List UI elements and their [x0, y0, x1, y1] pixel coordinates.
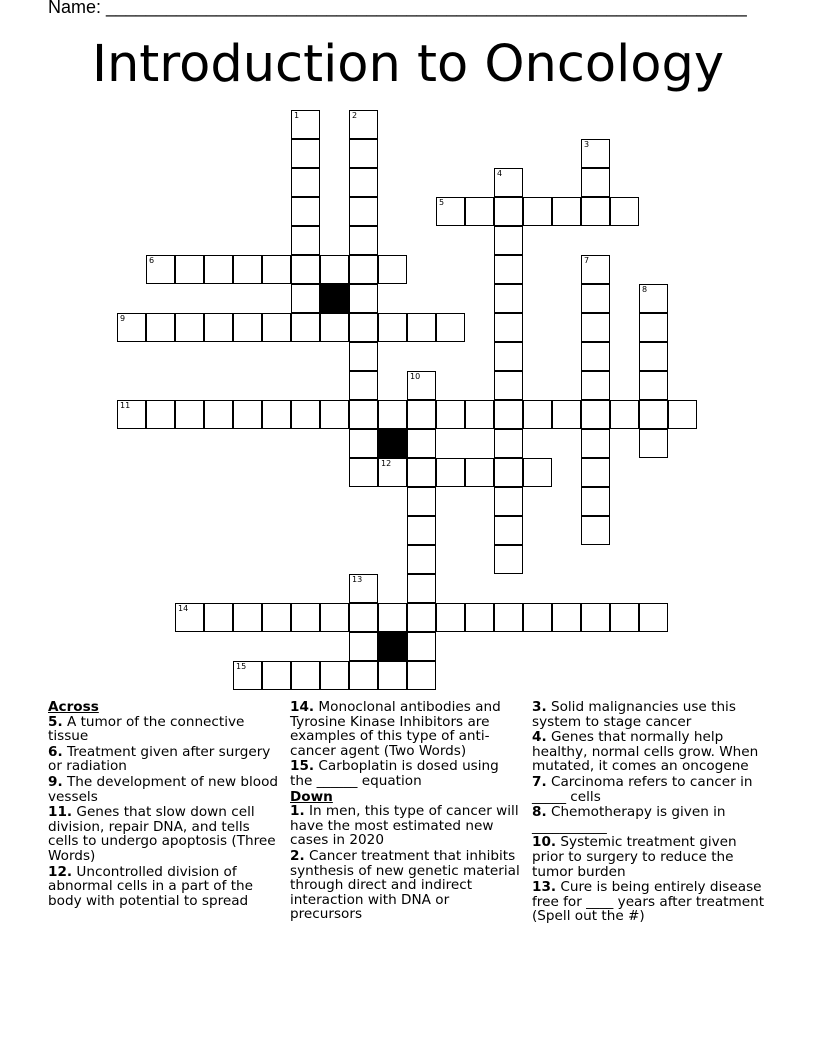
clue-text: The development of new blood vessels — [48, 773, 279, 805]
grid-cell[interactable] — [349, 371, 378, 400]
grid-cell[interactable] — [291, 139, 320, 168]
clue-text: In men, this type of cancer will have the most estimated new cases in 2020 — [290, 803, 519, 849]
grid-cell[interactable] — [581, 284, 610, 313]
grid-cell[interactable] — [233, 603, 262, 632]
grid-cell[interactable] — [523, 197, 552, 226]
grid-cell[interactable] — [407, 661, 436, 690]
grid-cell[interactable] — [320, 661, 349, 690]
clue-number: 7 — [584, 256, 590, 265]
clue-text: Cure is being entirely disease free for ____ years after treatment (Spell out the #) — [532, 879, 765, 925]
clue-number-label: 11. — [48, 804, 73, 821]
black-square — [378, 632, 407, 661]
grid-cell[interactable] — [610, 603, 639, 632]
clue-item — [532, 730, 772, 774]
grid-cell[interactable] — [262, 603, 291, 632]
grid-cell[interactable] — [610, 400, 639, 429]
clue-number: 9 — [120, 314, 126, 323]
clue-item — [532, 880, 772, 924]
clue-text: Genes that slow down cell division, repair DNA, and tells cells to undergo apoptosis (Three Words) — [48, 804, 276, 864]
clue-text: Chemotherapy is given in ___________ — [532, 804, 726, 835]
grid-cell[interactable] — [175, 313, 204, 342]
clue-item — [48, 715, 283, 744]
grid-cell[interactable] — [320, 400, 349, 429]
grid-cell[interactable] — [494, 371, 523, 400]
clue-number: 10 — [410, 372, 421, 381]
grid-cell[interactable] — [407, 632, 436, 661]
grid-cell[interactable] — [494, 603, 523, 632]
grid-cell[interactable] — [436, 313, 465, 342]
grid-cell[interactable] — [262, 400, 291, 429]
grid-cell[interactable] — [523, 603, 552, 632]
clue-column-3 — [532, 700, 772, 925]
grid-cell[interactable] — [581, 313, 610, 342]
clue-number: 11 — [120, 401, 131, 410]
grid-cell[interactable] — [436, 603, 465, 632]
grid-cell[interactable] — [494, 516, 523, 545]
grid-cell[interactable] — [494, 255, 523, 284]
grid-cell[interactable] — [233, 313, 262, 342]
grid-cell[interactable] — [291, 313, 320, 342]
grid-cell[interactable] — [581, 429, 610, 458]
clue-number: 6 — [149, 256, 155, 265]
grid-cell[interactable] — [494, 168, 523, 197]
down-heading: Down — [290, 788, 333, 805]
grid-cell[interactable] — [465, 197, 494, 226]
grid-cell[interactable] — [552, 400, 581, 429]
clue-text: Carboplatin is dosed using the ______ equation — [290, 758, 499, 789]
grid-cell[interactable] — [378, 458, 407, 487]
grid-cell[interactable] — [610, 197, 639, 226]
grid-cell[interactable] — [436, 197, 465, 226]
grid-cell[interactable] — [407, 458, 436, 487]
clue-number-label: 4. — [532, 729, 547, 746]
grid-cell[interactable] — [262, 255, 291, 284]
clue-number-label: 15. — [290, 758, 315, 775]
grid-cell[interactable] — [639, 429, 668, 458]
grid-cell[interactable] — [204, 400, 233, 429]
grid-cell[interactable] — [378, 603, 407, 632]
grid-cell[interactable] — [407, 516, 436, 545]
grid-cell[interactable] — [233, 255, 262, 284]
across-heading: Across — [48, 699, 99, 715]
grid-cell[interactable] — [494, 313, 523, 342]
grid-cell[interactable] — [378, 255, 407, 284]
grid-cell[interactable] — [407, 400, 436, 429]
clue-number-label: 5. — [48, 713, 63, 730]
clue-text: A tumor of the connective tissue — [48, 713, 245, 745]
grid-cell[interactable] — [262, 661, 291, 690]
grid-cell[interactable] — [378, 661, 407, 690]
grid-cell[interactable] — [233, 400, 262, 429]
grid-cell[interactable] — [349, 168, 378, 197]
clue-number: 12 — [381, 459, 392, 468]
clue-item — [532, 805, 772, 834]
grid-cell[interactable] — [291, 255, 320, 284]
grid-cell[interactable] — [494, 284, 523, 313]
grid-cell[interactable] — [407, 371, 436, 400]
grid-cell[interactable] — [349, 603, 378, 632]
grid-cell[interactable] — [349, 255, 378, 284]
grid-cell[interactable] — [639, 342, 668, 371]
grid-cell[interactable] — [204, 255, 233, 284]
black-square — [378, 429, 407, 458]
grid-cell[interactable] — [494, 197, 523, 226]
grid-cell[interactable] — [639, 284, 668, 313]
clue-number-label: 8. — [532, 804, 547, 821]
grid-cell[interactable] — [407, 487, 436, 516]
clue-item — [532, 775, 772, 804]
clue-number-label: 10. — [532, 834, 557, 851]
clue-number-label: 6. — [48, 743, 63, 760]
grid-cell[interactable] — [349, 226, 378, 255]
grid-cell[interactable] — [204, 313, 233, 342]
grid-cell[interactable] — [320, 313, 349, 342]
clue-number: 3 — [584, 140, 590, 149]
grid-cell[interactable] — [465, 458, 494, 487]
clue-number-label: 1. — [290, 803, 305, 820]
grid-cell[interactable] — [494, 342, 523, 371]
grid-cell[interactable] — [378, 313, 407, 342]
black-square — [320, 284, 349, 313]
grid-cell[interactable] — [349, 400, 378, 429]
grid-cell[interactable] — [407, 429, 436, 458]
grid-cell[interactable] — [494, 400, 523, 429]
grid-cell[interactable] — [581, 400, 610, 429]
grid-cell[interactable] — [349, 197, 378, 226]
grid-cell[interactable] — [291, 226, 320, 255]
grid-cell[interactable] — [436, 400, 465, 429]
clue-item — [48, 775, 283, 804]
clue-item — [290, 804, 525, 848]
grid-cell[interactable] — [291, 168, 320, 197]
grid-cell[interactable] — [320, 255, 349, 284]
grid-cell[interactable] — [581, 139, 610, 168]
clue-number: 14 — [178, 604, 189, 613]
grid-cell[interactable] — [349, 342, 378, 371]
grid-cell[interactable] — [378, 400, 407, 429]
clue-column-1 — [48, 700, 283, 909]
clue-item — [290, 759, 525, 788]
grid-cell[interactable] — [581, 255, 610, 284]
clue-number: 2 — [352, 111, 358, 120]
clue-text: Carcinoma refers to cancer in _____ cells — [532, 773, 753, 805]
grid-cell[interactable] — [552, 197, 581, 226]
grid-cell[interactable] — [581, 371, 610, 400]
grid-cell[interactable] — [349, 574, 378, 603]
clue-text: Genes that normally help healthy, normal cells grow. When mutated, it comes an oncogene — [532, 729, 759, 775]
clue-item — [48, 745, 283, 774]
grid-cell[interactable] — [407, 545, 436, 574]
clue-number-label: 14. — [290, 699, 315, 715]
grid-cell[interactable] — [465, 400, 494, 429]
grid-cell[interactable] — [639, 603, 668, 632]
grid-cell[interactable] — [349, 661, 378, 690]
grid-cell[interactable] — [494, 226, 523, 255]
clue-text: Cancer treatment that inhibits synthesis of new genetic material through direct and indirect interaction with DNA or precursors — [290, 847, 520, 923]
grid-cell[interactable] — [291, 603, 320, 632]
clue-item — [48, 865, 283, 909]
grid-cell[interactable] — [407, 603, 436, 632]
clue-number: 5 — [439, 198, 445, 207]
grid-cell[interactable] — [291, 197, 320, 226]
clue-text: Uncontrolled division of abnormal cells in a part of the body with potential to spread — [48, 863, 254, 909]
clue-text: Treatment given after surgery or radiation — [48, 743, 271, 775]
clue-item — [290, 849, 525, 922]
grid-cell[interactable] — [668, 400, 697, 429]
clue-number: 15 — [236, 662, 247, 671]
clue-number: 8 — [642, 285, 648, 294]
grid-cell[interactable] — [349, 313, 378, 342]
clue-item — [48, 805, 283, 863]
clue-number-label: 9. — [48, 773, 63, 790]
grid-cell[interactable] — [291, 284, 320, 313]
clue-number: 4 — [497, 169, 503, 178]
grid-cell[interactable] — [523, 458, 552, 487]
grid-cell[interactable] — [349, 284, 378, 313]
clue-number-label: 13. — [532, 879, 557, 896]
grid-cell[interactable] — [146, 255, 175, 284]
grid-cell[interactable] — [291, 110, 320, 139]
grid-cell[interactable] — [349, 458, 378, 487]
grid-cell[interactable] — [407, 313, 436, 342]
grid-cell[interactable] — [465, 603, 494, 632]
clue-number-label: 7. — [532, 773, 547, 790]
grid-cell[interactable] — [639, 371, 668, 400]
clue-column-2 — [290, 700, 525, 923]
grid-cell[interactable] — [581, 168, 610, 197]
grid-cell[interactable] — [552, 603, 581, 632]
clue-number-label: 2. — [290, 847, 305, 864]
grid-cell[interactable] — [349, 429, 378, 458]
grid-cell[interactable] — [146, 313, 175, 342]
grid-cell[interactable] — [581, 342, 610, 371]
grid-cell[interactable] — [581, 197, 610, 226]
grid-cell[interactable] — [494, 545, 523, 574]
clue-text: Monoclonal antibodies and Tyrosine Kinase Inhibitors are examples of this type of anti-cancer agent (Two Words) — [290, 699, 501, 759]
clue-item — [532, 700, 772, 729]
clue-number-label: 12. — [48, 863, 73, 880]
clue-number: 13 — [352, 575, 363, 584]
page-title: Introduction to Oncology — [91, 35, 725, 94]
grid-cell[interactable] — [349, 632, 378, 661]
grid-cell[interactable] — [262, 313, 291, 342]
grid-cell[interactable] — [639, 400, 668, 429]
clue-text: Systemic treatment given prior to surgery to reduce the tumor burden — [532, 834, 737, 880]
grid-cell[interactable] — [407, 574, 436, 603]
grid-cell[interactable] — [581, 458, 610, 487]
grid-cell[interactable] — [581, 516, 610, 545]
grid-cell[interactable] — [523, 400, 552, 429]
grid-cell[interactable] — [233, 661, 262, 690]
clue-item — [532, 835, 772, 879]
clue-item — [290, 700, 525, 758]
grid-cell[interactable] — [581, 603, 610, 632]
grid-cell[interactable] — [436, 458, 465, 487]
grid-cell[interactable] — [320, 603, 349, 632]
grid-cell[interactable] — [581, 487, 610, 516]
grid-cell[interactable] — [291, 400, 320, 429]
grid-cell[interactable] — [117, 313, 146, 342]
grid-cell[interactable] — [494, 487, 523, 516]
grid-cell[interactable] — [349, 139, 378, 168]
grid-cell[interactable] — [494, 458, 523, 487]
grid-cell[interactable] — [175, 603, 204, 632]
grid-cell[interactable] — [349, 110, 378, 139]
grid-cell[interactable] — [146, 400, 175, 429]
grid-cell[interactable] — [291, 661, 320, 690]
grid-cell[interactable] — [175, 255, 204, 284]
grid-cell[interactable] — [204, 603, 233, 632]
name-line: Name: ________________________________________________________________ — [48, 0, 747, 17]
clue-number: 1 — [294, 111, 300, 120]
clue-number-label: 3. — [532, 699, 547, 715]
clue-text: Solid malignancies use this system to stage cancer — [532, 699, 736, 730]
grid-cell[interactable] — [639, 313, 668, 342]
grid-cell[interactable] — [494, 429, 523, 458]
grid-cell[interactable] — [117, 400, 146, 429]
grid-cell[interactable] — [175, 400, 204, 429]
